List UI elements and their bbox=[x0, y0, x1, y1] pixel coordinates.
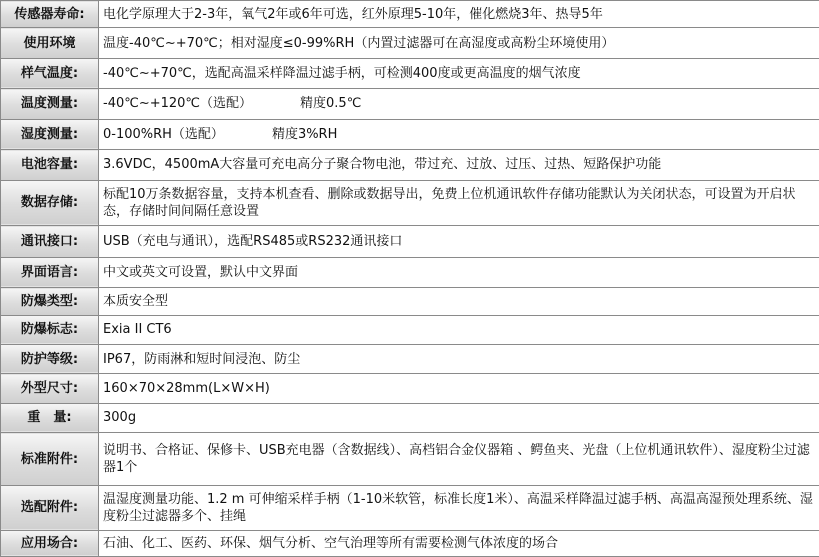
row-label-explosion-type: 防爆类型: bbox=[1, 288, 99, 315]
table-row bbox=[1, 58, 819, 88]
table-row bbox=[1, 344, 819, 373]
table-row bbox=[1, 257, 819, 287]
row-value-battery: 3.6VDC，4500mA大容量可充电高分子聚合物电池，带过充、过放、过压、过热、短路保护功能 bbox=[99, 150, 819, 180]
table-row bbox=[1, 89, 819, 119]
table-row bbox=[1, 288, 819, 315]
row-value-standard-accessories: 说明书、合格证、保修卡、USB充电器（含数据线）、高档铝合金仪器箱 、鳄鱼夹、光盘（上位机通讯软件）、湿度粉尘过滤器1个 bbox=[99, 433, 819, 486]
row-value-explosion-mark: Exia II CT6 bbox=[99, 315, 819, 344]
table-row bbox=[1, 119, 819, 149]
row-label-sensor-life: 传感器寿命: bbox=[1, 1, 99, 28]
row-label-temp-measure: 温度测量: bbox=[1, 89, 99, 119]
row-label-standard-accessories: 标准附件: bbox=[1, 433, 99, 486]
row-value-comm-interface: USB（充电与通讯），选配RS485或RS232通讯接口 bbox=[99, 226, 819, 257]
temp-range: -40℃~+120℃（选配） bbox=[103, 96, 253, 112]
row-value-explosion-type: 本质安全型 bbox=[99, 288, 819, 315]
table-row bbox=[1, 180, 819, 226]
table-row bbox=[1, 403, 819, 432]
row-value-environment: 温度-40℃~+70℃；相对湿度≤0-99%RH（内置过滤器可在高湿度或高粉尘环境使用） bbox=[99, 28, 819, 58]
table-row bbox=[1, 485, 819, 530]
row-label-sample-gas-temp: 样气温度: bbox=[1, 58, 99, 88]
row-label-battery: 电池容量: bbox=[1, 150, 99, 180]
row-value-ui-language: 中文或英文可设置，默认中文界面 bbox=[99, 257, 819, 287]
table-row bbox=[1, 433, 819, 486]
row-label-explosion-mark: 防爆标志: bbox=[1, 315, 99, 344]
row-value-weight: 300g bbox=[99, 403, 819, 432]
row-value-dimensions: 160×70×28mm(L×W×H) bbox=[99, 374, 819, 403]
row-label-dimensions: 外型尺寸: bbox=[1, 374, 99, 403]
row-label-comm-interface: 通讯接口: bbox=[1, 226, 99, 257]
row-value-data-storage: 标配10万条数据容量，支持本机查看、删除或数据导出，免费上位机通讯软件存储功能默认为关闭状态，可设置为开启状态，存储时间间隔任意设置 bbox=[99, 180, 819, 226]
row-label-optional-accessories: 选配附件: bbox=[1, 485, 99, 530]
row-label-ui-language: 界面语言: bbox=[1, 257, 99, 287]
table-row bbox=[1, 28, 819, 58]
table-row bbox=[1, 374, 819, 403]
table-row bbox=[1, 150, 819, 180]
row-label-environment: 使用环境 bbox=[1, 28, 99, 58]
row-value-humidity-measure bbox=[99, 119, 819, 149]
row-label-data-storage: 数据存储: bbox=[1, 180, 99, 226]
row-value-protection-grade: IP67，防雨淋和短时间浸泡、防尘 bbox=[99, 344, 819, 373]
row-value-optional-accessories: 温湿度测量功能、1.2 m 可伸缩采样手柄（1-10米软管，标准长度1米）、高温采样降温过滤手柄、高温高湿预处理系统、湿度粉尘过滤器多个、挂绳 bbox=[99, 485, 819, 530]
row-value-temp-measure bbox=[99, 89, 819, 119]
humidity-range: 0-100%RH（选配） bbox=[103, 126, 224, 142]
table-row bbox=[1, 315, 819, 344]
row-label-protection-grade: 防护等级: bbox=[1, 344, 99, 373]
table-row bbox=[1, 530, 819, 556]
row-value-sensor-life: 电化学原理大于2-3年，氧气2年或6年可选，红外原理5-10年，催化燃烧3年、热导5年 bbox=[99, 1, 819, 28]
table-row bbox=[1, 1, 819, 28]
humidity-accuracy: 精度3%RH bbox=[271, 126, 338, 142]
row-value-applications: 石油、化工、医药、环保、烟气分析、空气治理等所有需要检测气体浓度的场合 bbox=[99, 530, 819, 556]
row-value-sample-gas-temp: -40℃~+70℃，选配高温采样降温过滤手柄，可检测400度或更高温度的烟气浓度 bbox=[99, 58, 819, 88]
table-row bbox=[1, 226, 819, 257]
row-label-applications: 应用场合: bbox=[1, 530, 99, 556]
row-label-humidity-measure: 湿度测量: bbox=[1, 119, 99, 149]
row-label-weight: 重 量: bbox=[1, 403, 99, 432]
temp-accuracy: 精度0.5℃ bbox=[300, 96, 362, 112]
